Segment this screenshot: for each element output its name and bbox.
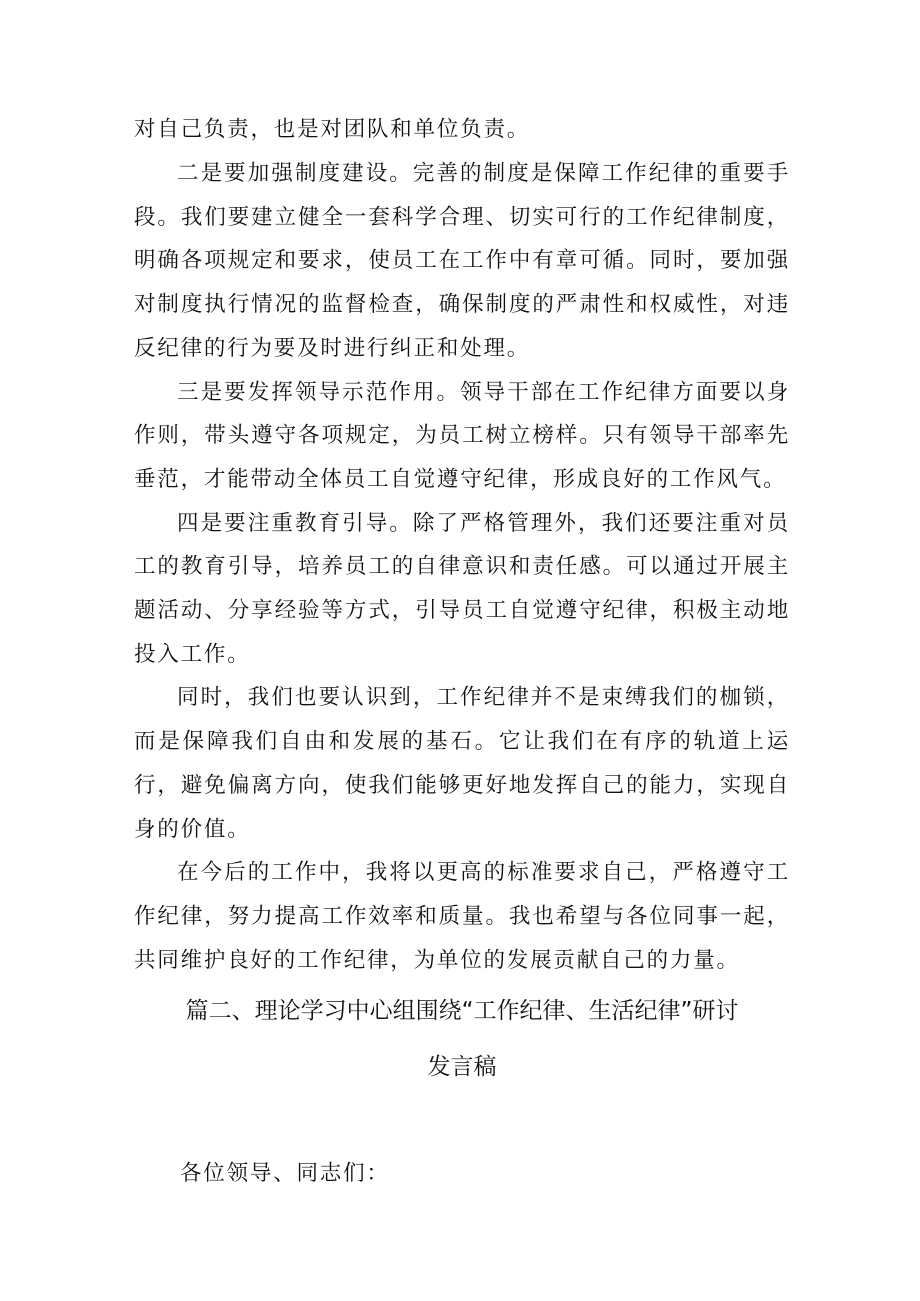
section-heading: 篇二、理论学习中心组围绕“工作纪律、生活纪律”研讨: [185, 998, 739, 1024]
paragraph-education-guidance: 四是要注重教育引导。除了严格管理外，我们还要注重对员工的教育引导，培养员工的自律意识和责任感。可以通过开展主题活动、分享经验等方式，引导员工自觉遵守纪律，积极主动地投入工作。: [134, 510, 790, 667]
salutation: 各位领导、同志们：: [180, 1161, 390, 1186]
paragraph-discipline-foundation: 同时，我们也要认识到，工作纪律并不是束缚我们的枷锁，而是保障我们自由和发展的基石。它让我们在有序的轨道上运行，避免偏离方向，使我们能够更好地发挥自己的能力，实现自身的价值。: [134, 685, 790, 842]
continuation-text: 对自己负责，也是对团队和单位负责。: [134, 117, 531, 142]
paragraph-system-building: 二是要加强制度建设。完善的制度是保障工作纪律的重要手段。我们要建立健全一套科学合理、切实可行的工作纪律制度，明确各项规定和要求，使员工在工作中有章可循。同时，要加强对制度执行情况的监督检查，确保制度的严肃性和权威性，对违反纪律的行为要及时进行纠正和处理。: [134, 161, 790, 361]
paragraph-future-commitment: 在今后的工作中，我将以更高的标准要求自己，严格遵守工作纪律，努力提高工作效率和质量。我也希望与各位同事一起，共同维护良好的工作纪律，为单位的发展贡献自己的力量。: [134, 860, 790, 973]
paragraph-leadership-example: 三是要发挥领导示范作用。领导干部在工作纪律方面要以身作则，带头遵守各项规定，为员工树立榜样。只有领导干部率先垂范，才能带动全体员工自觉遵守纪律，形成良好的工作风气。: [134, 379, 790, 492]
section-heading-continued: 发言稿: [427, 1054, 497, 1080]
body-paragraphs: [134, 152, 790, 982]
